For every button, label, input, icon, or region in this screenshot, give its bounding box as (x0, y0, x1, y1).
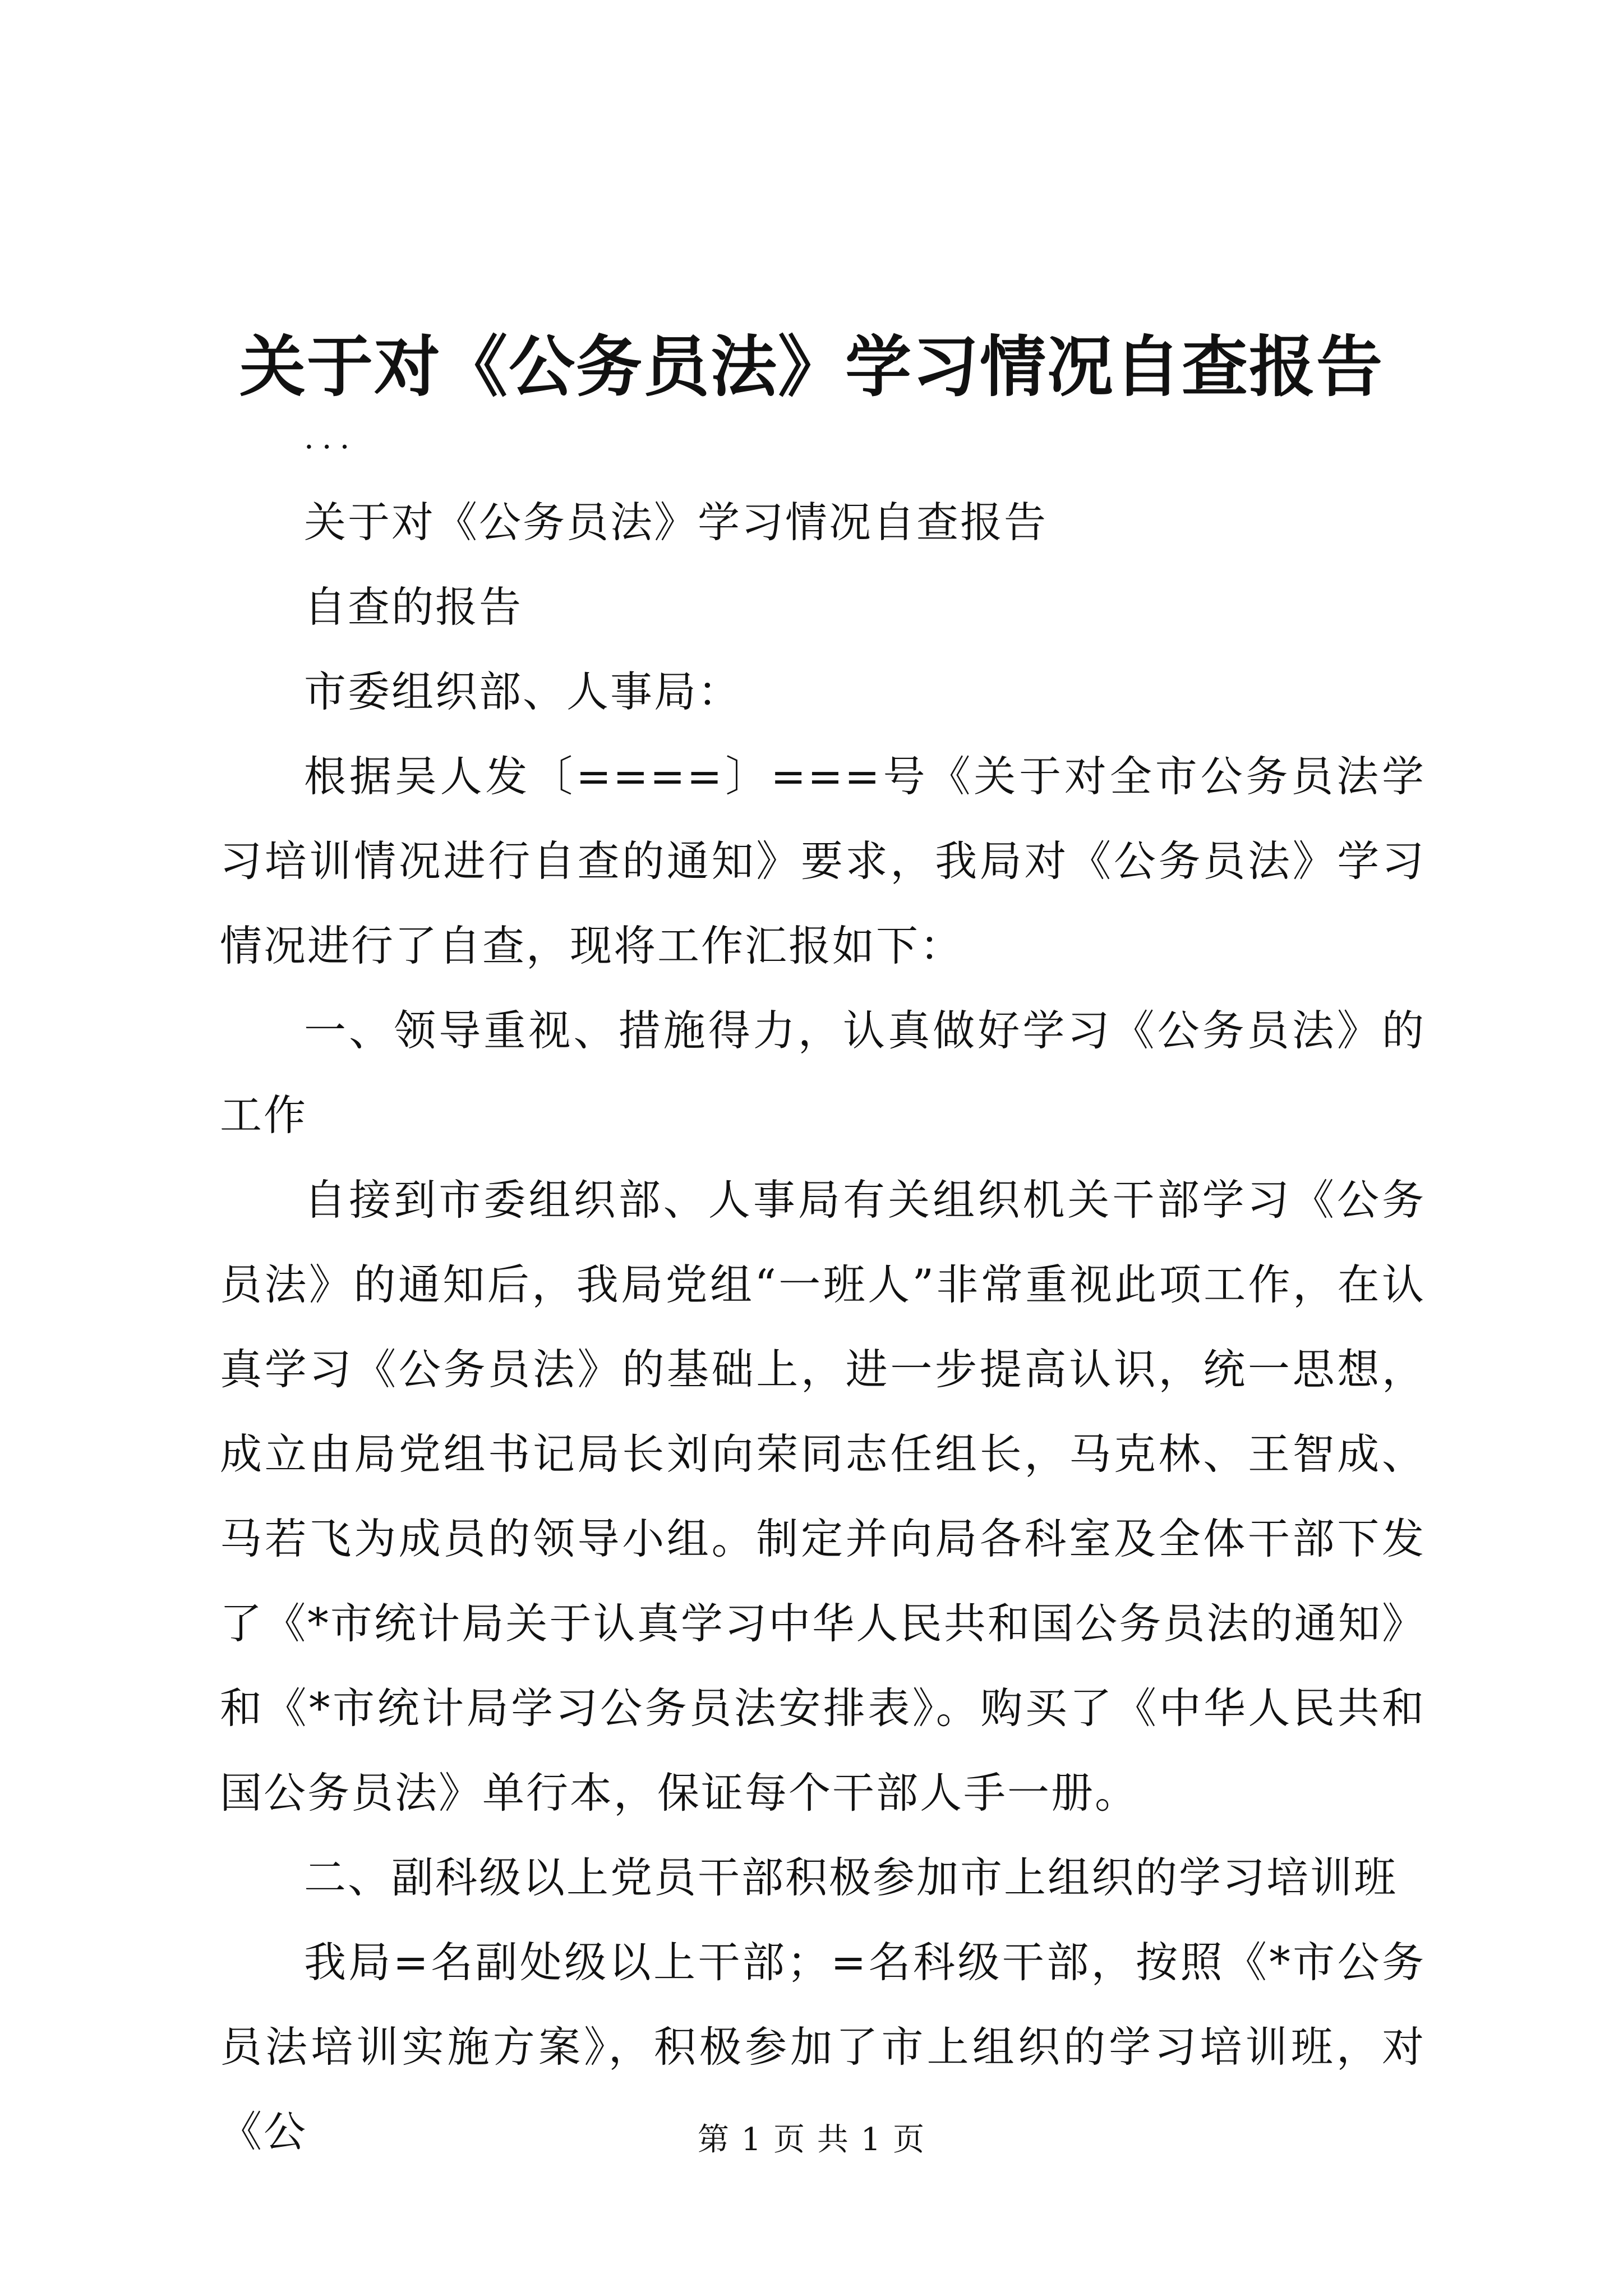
section-heading-2: 二、副科级以上党员干部积极参加市上组织的学习培训班 (304, 1853, 1398, 1902)
paragraph-subtitle: 关于对《公务员法》学习情况自查报告 (304, 498, 1048, 547)
document-title: 关于对《公务员法》学习情况自查报告 (239, 328, 1384, 406)
document-body (220, 395, 1426, 2174)
page-footer: 第 1 页 共 1 页 (697, 2122, 926, 2158)
section-heading-1: 一、领导重视、措施得力，认真做好学习《公务员法》的工作 (220, 1006, 1426, 1140)
paragraph-section-1: 自接到市委组织部、人事局有关组织机关干部学习《公务员法》的通知后，我局党组“一班人”非常重视此项工作，在认真学习《公务员法》的基础上，进一步提高认识，统一思想，成立由局党组书记局长刘向荣同志任组长，马克林、王智成、马若飞为成员的领导小组。制定并向局各科室及全体干部下发了《*市统计局关于认真学习中华人民共和国公务员法的通知》和《*市统计局学习公务员法安排表》。购买了《中华人民共和国公务员法》单行本，保证每个干部人手一册。 (220, 1175, 1426, 1818)
ellipsis-line: ... (304, 420, 358, 456)
paragraph-report-label: 自查的报告 (304, 582, 523, 632)
paragraph-addressee: 市委组织部、人事局： (304, 667, 742, 716)
paragraph-intro: 根据吴人发〔====〕===号《关于对全市公务员法学习培训情况进行自查的通知》要求，我局对《公务员法》学习情况进行了自查，现将工作汇报如下： (220, 752, 1426, 970)
paragraph-section-2: 我局=名副处级以上干部；=名科级干部，按照《*市公务员法培训实施方案》，积极参加了市上组织的学习培训班，对《公 (220, 1938, 1426, 2156)
